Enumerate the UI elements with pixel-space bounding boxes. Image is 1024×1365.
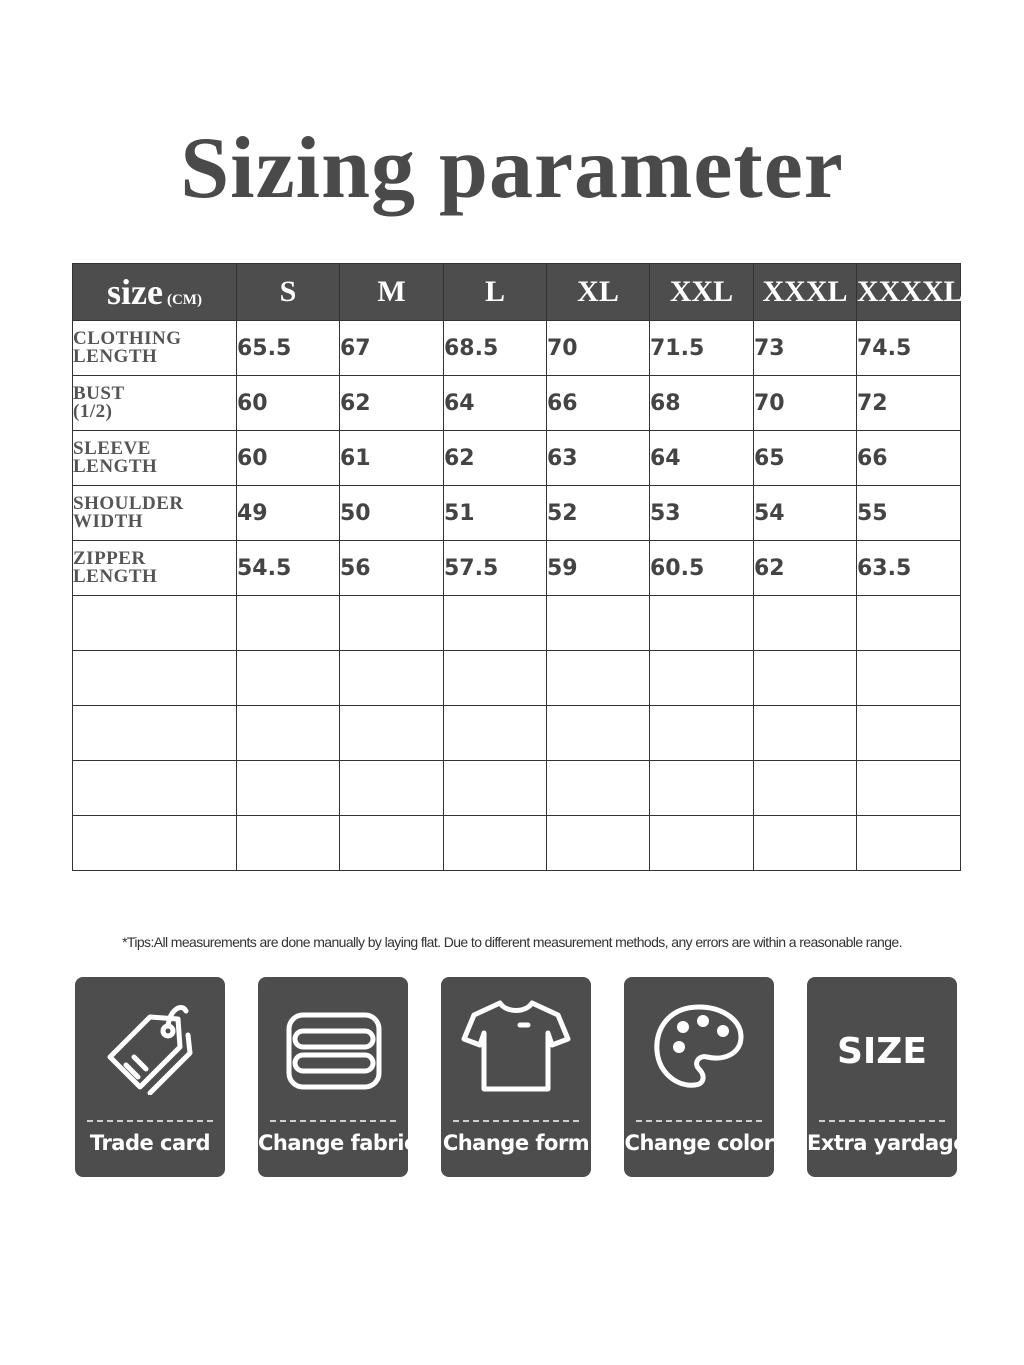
empty-cell: [340, 816, 444, 871]
column-header: XXXXL: [857, 264, 961, 321]
fabric-stack-icon: [273, 995, 393, 1095]
empty-cell: [237, 761, 340, 816]
table-cell: 62: [444, 431, 547, 486]
empty-table-row: [73, 816, 961, 871]
table-row: [73, 376, 961, 431]
empty-cell: [754, 816, 857, 871]
row-label: [73, 321, 237, 376]
table-cell: 50: [340, 486, 444, 541]
table-cell: 65: [754, 431, 857, 486]
table-cell: 64: [444, 376, 547, 431]
empty-cell: [857, 761, 961, 816]
empty-cell: [650, 761, 754, 816]
table-cell: 64: [650, 431, 754, 486]
empty-cell: [444, 651, 547, 706]
table-cell: 60.5: [650, 541, 754, 596]
badge-label: Change fabric: [258, 1131, 416, 1155]
table-cell: 65.5: [237, 321, 340, 376]
size-unit-header: [73, 264, 237, 321]
badge-label: Change form: [442, 1131, 590, 1155]
page-title: Sizing parameter: [180, 120, 844, 217]
badge-label: Change color: [624, 1131, 774, 1155]
table-cell: 62: [754, 541, 857, 596]
table-cell: 60: [237, 376, 340, 431]
empty-cell: [237, 651, 340, 706]
badge-trade-card: [75, 977, 225, 1177]
row-label-line: SHOULDER: [73, 493, 184, 514]
empty-table-row: [73, 706, 961, 761]
size-icon-text: SIZE: [836, 1031, 928, 1072]
empty-cell: [340, 596, 444, 651]
table-cell: 72: [857, 376, 961, 431]
row-label-line: LENGTH: [73, 456, 158, 477]
row-label: [73, 541, 237, 596]
empty-cell: [857, 816, 961, 871]
column-header: XXL: [650, 264, 754, 321]
table-row: [73, 321, 961, 376]
badge-change-fabric: [258, 977, 416, 1177]
dash-divider: [87, 1120, 213, 1122]
column-header: L: [444, 264, 547, 321]
row-label: [73, 431, 237, 486]
empty-cell: [444, 816, 547, 871]
table-cell: 57.5: [444, 541, 547, 596]
row-label-line: (1/2): [73, 401, 113, 422]
table-cell: 68.5: [444, 321, 547, 376]
empty-cell: [857, 706, 961, 761]
empty-cell: [547, 651, 650, 706]
badge-extra-yardage: [807, 977, 967, 1177]
table-cell: 74.5: [857, 321, 961, 376]
empty-cell: [857, 651, 961, 706]
row-label-line: LENGTH: [73, 346, 158, 367]
row-label-line: ZIPPER: [73, 548, 146, 569]
empty-cell: [650, 706, 754, 761]
table-cell: 71.5: [650, 321, 754, 376]
table-cell: 67: [340, 321, 444, 376]
table-header-row: [73, 264, 961, 321]
empty-cell: [237, 596, 340, 651]
row-label-line: SLEEVE: [73, 438, 151, 459]
table-cell: 49: [237, 486, 340, 541]
empty-cell: [857, 596, 961, 651]
row-label: [73, 376, 237, 431]
table-cell: 54.5: [237, 541, 340, 596]
empty-cell: [444, 706, 547, 761]
table-cell: 56: [340, 541, 444, 596]
empty-cell: [73, 761, 237, 816]
empty-table-row: [73, 596, 961, 651]
row-label-line: LENGTH: [73, 566, 158, 587]
empty-cell: [547, 816, 650, 871]
column-header: XL: [547, 264, 650, 321]
table-cell: 59: [547, 541, 650, 596]
empty-cell: [650, 651, 754, 706]
badge-change-color: [624, 977, 774, 1177]
row-label-line: CLOTHING: [73, 328, 182, 349]
dash-divider: [636, 1120, 762, 1122]
table-cell: 73: [754, 321, 857, 376]
empty-cell: [650, 816, 754, 871]
table-cell: 66: [857, 431, 961, 486]
tshirt-icon: [456, 995, 576, 1095]
badge-change-form: [441, 977, 591, 1177]
table-cell: 54: [754, 486, 857, 541]
table-row: [73, 486, 961, 541]
dash-divider: [270, 1120, 396, 1122]
table-cell: 62: [340, 376, 444, 431]
empty-cell: [73, 651, 237, 706]
size-chart-table: [72, 263, 964, 871]
row-label: [73, 486, 237, 541]
empty-cell: [754, 651, 857, 706]
table-cell: 70: [754, 376, 857, 431]
table-cell: 55: [857, 486, 961, 541]
empty-cell: [547, 596, 650, 651]
table-row: [73, 431, 961, 486]
empty-table-row: [73, 761, 961, 816]
column-header: M: [340, 264, 444, 321]
price-tag-icon: [90, 995, 210, 1095]
table-cell: 66: [547, 376, 650, 431]
column-header: S: [237, 264, 340, 321]
empty-cell: [340, 761, 444, 816]
empty-cell: [547, 706, 650, 761]
table-cell: 51: [444, 486, 547, 541]
palette-icon: [639, 995, 759, 1095]
size-header-unit: (CM): [166, 292, 202, 308]
column-header: XXXL: [754, 264, 857, 321]
empty-cell: [650, 596, 754, 651]
empty-cell: [444, 596, 547, 651]
empty-cell: [340, 706, 444, 761]
badge-label: Trade card: [89, 1131, 211, 1155]
table-row: [73, 541, 961, 596]
empty-cell: [444, 761, 547, 816]
table-cell: 60: [237, 431, 340, 486]
tips-note: *Tips:All measurements are done manually by laying flat. Due to different measurement methods, any errors are within a reasonable range.: [122, 934, 902, 950]
table-cell: 52: [547, 486, 650, 541]
row-label-line: BUST: [73, 383, 125, 404]
row-label-line: WIDTH: [73, 511, 144, 532]
table-cell: 63: [547, 431, 650, 486]
table-cell: 63.5: [857, 541, 961, 596]
table-cell: 53: [650, 486, 754, 541]
badge-label: Extra yardage: [807, 1131, 967, 1155]
size-header-word: size: [107, 272, 163, 312]
empty-cell: [754, 706, 857, 761]
empty-cell: [547, 761, 650, 816]
empty-cell: [73, 596, 237, 651]
dash-divider: [819, 1120, 945, 1122]
empty-cell: [73, 706, 237, 761]
table-cell: 70: [547, 321, 650, 376]
size-text-icon: [822, 995, 942, 1095]
dash-divider: [453, 1120, 579, 1122]
empty-cell: [754, 596, 857, 651]
empty-cell: [754, 761, 857, 816]
empty-cell: [237, 706, 340, 761]
feature-badges: [75, 977, 967, 1177]
empty-cell: [340, 651, 444, 706]
table-cell: 68: [650, 376, 754, 431]
empty-table-row: [73, 651, 961, 706]
empty-cell: [73, 816, 237, 871]
empty-cell: [237, 816, 340, 871]
table-cell: 61: [340, 431, 444, 486]
